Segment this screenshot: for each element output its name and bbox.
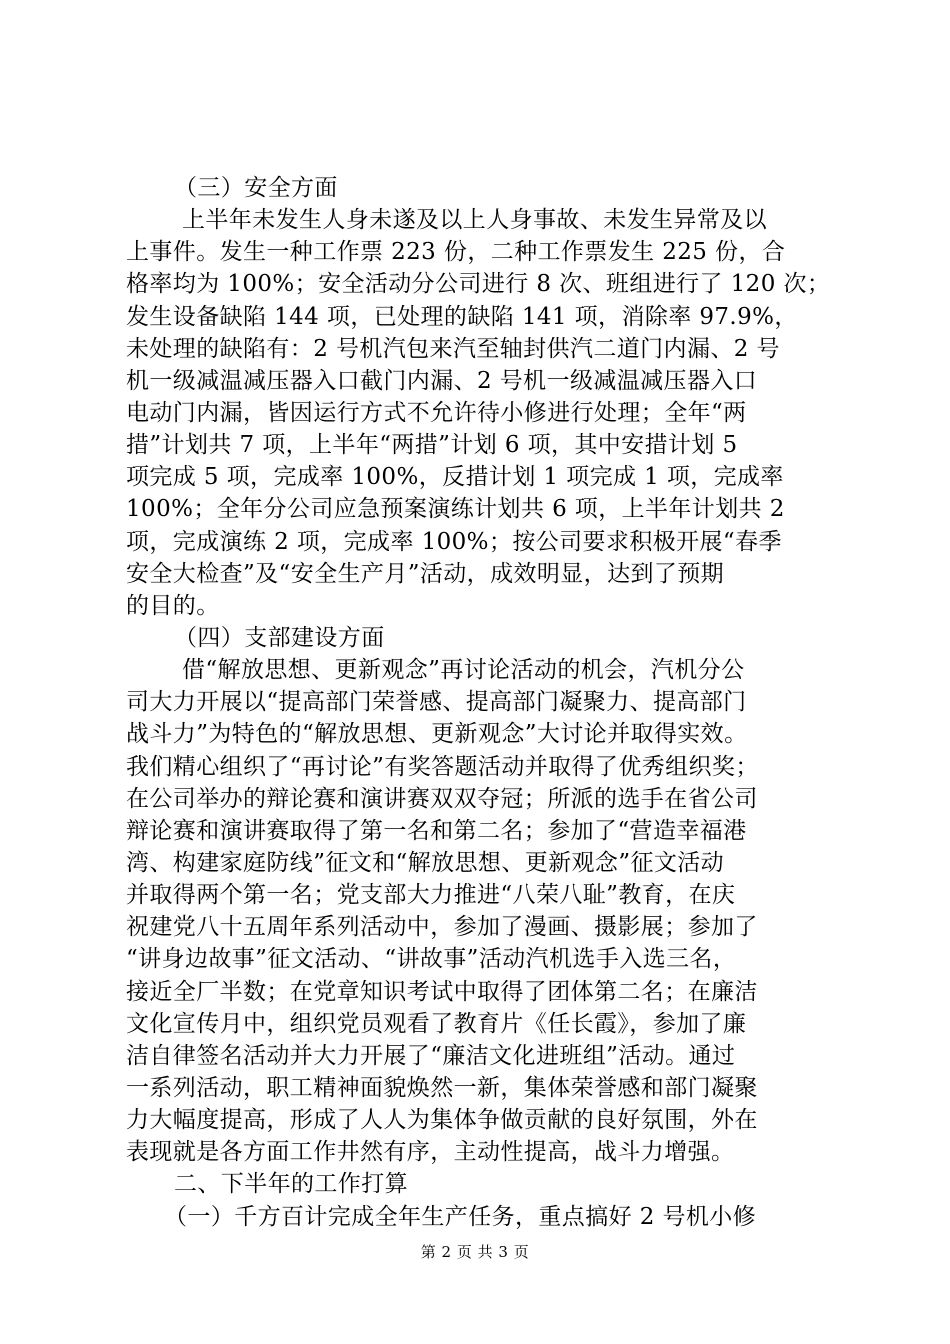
paragraph-line: 项，完成演练 2 项，完成率 100%；按公司要求积极开展“春季 [126,528,782,555]
paragraph-line: 机一级减温减压器入口截门内漏、2 号机一级减温减压器入口 [126,367,758,394]
paragraph-line: 未处理的缺陷有：2 号机汽包来汽至轴封供汽二道门内漏、2 号 [126,335,780,362]
paragraph-line: 接近全厂半数；在党章知识考试中取得了团体第二名；在廉洁 [126,978,758,1005]
paragraph-line: 我们精心组织了“再讨论”有奖答题活动并取得了优秀组织奖； [126,753,759,780]
paragraph-line: 洁自律签名活动并大力开展了“廉洁文化进班组”活动。通过 [126,1042,736,1069]
paragraph-line: 上事件。发生一种工作票 223 份，二种工作票发生 225 份，合 [126,239,786,266]
section-heading-party-branch: （四）支部建设方面 [174,624,385,651]
paragraph-line: 司大力开展以“提高部门荣誉感、提高部门凝聚力、提高部门 [126,689,747,716]
section-heading-second-half-plan: 二、下半年的工作打算 [174,1171,408,1198]
paragraph-line: 一系列活动，职工精神面貌焕然一新，集体荣誉感和部门凝聚 [126,1074,758,1101]
paragraph-line: 战斗力”为特色的“解放思想、更新观念”大讨论并取得实效。 [126,721,748,748]
paragraph-line: 上半年未发生人身未遂及以上人身事故、未发生异常及以 [182,207,767,234]
document-body [126,172,831,1233]
paragraph-line: 并取得两个第一名；党支部大力推进“八荣八耻”教育，在庆 [126,882,736,909]
paragraph-line: 格率均为 100%；安全活动分公司进行 8 次、班组进行了 120 次； [126,271,831,298]
paragraph-line: 100%；全年分公司应急预案演练计划共 6 项，上半年计划共 2 [126,496,785,523]
paragraph-line: 的目的。 [126,592,220,619]
paragraph-line: 安全大检查”及“安全生产月”活动，成效明显，达到了预期 [126,560,725,587]
paragraph-line: 辩论赛和演讲赛取得了第一名和第二名；参加了“营造幸福港 [126,817,747,844]
section-heading-safety: （三）安全方面 [174,175,338,201]
paragraph-line: 文化宣传月中，组织党员观看了教育片《任长霞》，参加了廉 [126,1010,747,1037]
paragraph-line: 借“解放思想、更新观念”再讨论活动的机会，汽机分公 [182,657,745,684]
paragraph-line: 湾、构建家庭防线”征文和“解放思想、更新观念”征文活动 [126,849,725,876]
paragraph-line: 发生设备缺陷 144 项，已处理的缺陷 141 项，消除率 97.9%， [126,303,798,330]
subsection-heading: （一）千方百计完成全年生产任务，重点搞好 2 号机小修 [164,1203,757,1230]
paragraph-line: 电动门内漏，皆因运行方式不允许待小修进行处理；全年“两 [126,399,747,426]
page-footer: 第 2 页 共 3 页 [420,1243,530,1261]
paragraph-line: 项完成 5 项，完成率 100%，反措计划 1 项完成 1 项，完成率 [126,464,784,491]
paragraph-line: 表现就是各方面工作井然有序，主动性提高，战斗力增强。 [126,1139,735,1166]
paragraph-line: 措”计划共 7 项，上半年“两措”计划 6 项，其中安措计划 5 [126,432,738,459]
paragraph-line: 祝建党八十五周年系列活动中，参加了漫画、摄影展；参加了 [126,914,758,941]
paragraph-line: “讲身边故事”征文活动、“讲故事”活动汽机选手入选三名， [126,946,737,973]
paragraph-line: 力大幅度提高，形成了人人为集体争做贡献的良好氛围，外在 [126,1107,758,1134]
paragraph-line: 在公司举办的辩论赛和演讲赛双双夺冠；所派的选手在省公司 [126,785,758,812]
